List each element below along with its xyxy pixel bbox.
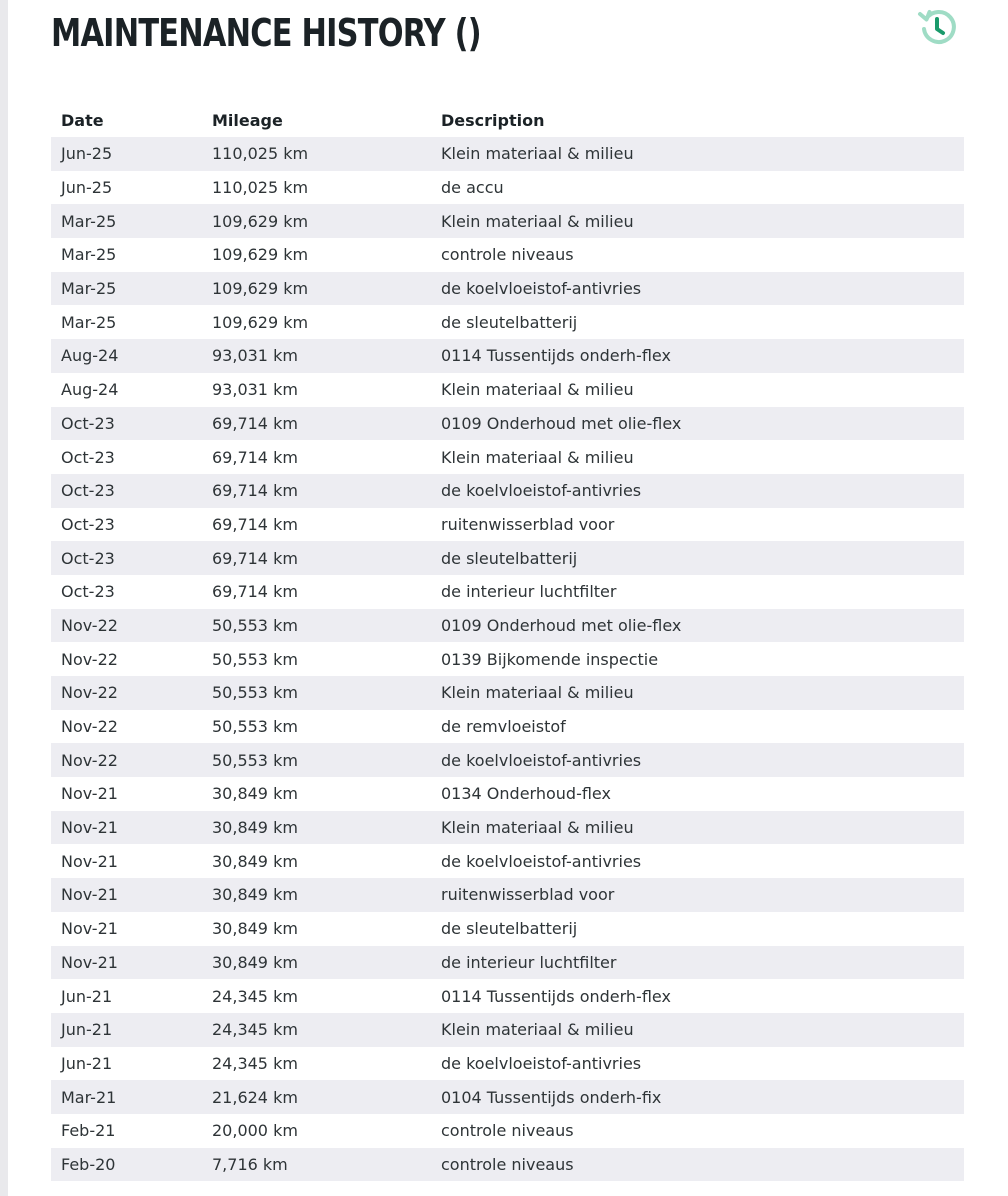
row-description-cell: 0114 Tussentijds onderh-flex (441, 986, 671, 1006)
history-clock-icon (914, 4, 960, 50)
table-row (51, 137, 964, 171)
table-row (51, 575, 964, 609)
row-description-cell: Klein materiaal & milieu (441, 1020, 634, 1040)
row-date-cell: Nov-22 (61, 683, 118, 703)
row-mileage-cell: 50,553 km (212, 750, 298, 770)
table-row (51, 676, 964, 710)
maintenance-table (51, 104, 964, 1181)
row-mileage-cell: 109,629 km (212, 279, 309, 299)
table-header-row (51, 104, 964, 137)
row-date-cell: Oct-23 (61, 548, 115, 568)
table-row (51, 844, 964, 878)
row-mileage-cell: 30,849 km (212, 818, 298, 838)
row-description-cell: de sleutelbatterij (441, 312, 578, 332)
page-title: MAINTENANCE HISTORY () (51, 11, 481, 55)
row-mileage-cell: 69,714 km (212, 582, 298, 602)
row-date-cell: Oct-23 (61, 582, 115, 602)
row-mileage-cell: 24,345 km (212, 986, 298, 1006)
row-date-cell: Aug-24 (61, 346, 119, 366)
maintenance-history-panel (8, 0, 1008, 1196)
row-mileage-cell: 50,553 km (212, 649, 298, 669)
row-description-cell: 0104 Tussentijds onderh-fix (441, 1087, 662, 1107)
table-row (51, 272, 964, 306)
row-date-cell: Oct-23 (61, 514, 115, 534)
row-date-cell: Oct-23 (61, 413, 115, 433)
row-date-cell: Nov-22 (61, 649, 118, 669)
row-date-cell: Nov-21 (61, 919, 118, 939)
row-mileage-cell: 69,714 km (212, 447, 298, 467)
row-mileage-cell: 109,629 km (212, 312, 309, 332)
row-mileage-cell: 30,849 km (212, 784, 298, 804)
row-description-cell: controle niveaus (441, 1121, 574, 1141)
table-row (51, 1114, 964, 1148)
row-mileage-cell: 21,624 km (212, 1087, 298, 1107)
table-row (51, 811, 964, 845)
row-date-cell: Nov-22 (61, 717, 118, 737)
row-date-cell: Nov-21 (61, 818, 118, 838)
table-row (51, 1047, 964, 1081)
table-row (51, 407, 964, 441)
row-date-cell: Jun-21 (61, 1053, 113, 1073)
row-mileage-cell: 20,000 km (212, 1121, 298, 1141)
row-date-cell: Nov-21 (61, 952, 118, 972)
row-description-cell: controle niveaus (441, 1154, 574, 1174)
table-row (51, 609, 964, 643)
table-row (51, 373, 964, 407)
row-description-cell: de koelvloeistof-antivries (441, 481, 642, 501)
table-row (51, 1080, 964, 1114)
row-mileage-cell: 109,629 km (212, 245, 309, 265)
row-description-cell: Klein materiaal & milieu (441, 818, 634, 838)
column-header-description: Description (441, 111, 545, 130)
row-mileage-cell: 7,716 km (212, 1154, 288, 1174)
table-row (51, 946, 964, 980)
row-description-cell: de sleutelbatterij (441, 548, 578, 568)
row-mileage-cell: 24,345 km (212, 1020, 298, 1040)
row-mileage-cell: 69,714 km (212, 413, 298, 433)
row-date-cell: Mar-21 (61, 1087, 117, 1107)
row-description-cell: de remvloeistof (441, 717, 566, 737)
column-header-mileage: Mileage (212, 111, 283, 130)
row-description-cell: Klein materiaal & milieu (441, 683, 634, 703)
table-row (51, 777, 964, 811)
table-row (51, 305, 964, 339)
row-description-cell: Klein materiaal & milieu (441, 211, 634, 231)
table-row (51, 979, 964, 1013)
row-mileage-cell: 30,849 km (212, 952, 298, 972)
row-mileage-cell: 24,345 km (212, 1053, 298, 1073)
row-date-cell: Mar-25 (61, 312, 117, 332)
row-mileage-cell: 30,849 km (212, 851, 298, 871)
row-description-cell: ruitenwisserblad voor (441, 514, 615, 534)
row-description-cell: 0114 Tussentijds onderh-flex (441, 346, 671, 366)
row-description-cell: 0139 Bijkomende inspectie (441, 649, 659, 669)
row-description-cell: 0134 Onderhoud-flex (441, 784, 611, 804)
row-description-cell: Klein materiaal & milieu (441, 144, 634, 164)
row-description-cell: de interieur luchtfilter (441, 952, 617, 972)
row-description-cell: 0109 Onderhoud met olie-flex (441, 413, 682, 433)
table-row (51, 238, 964, 272)
table-row (51, 339, 964, 373)
row-description-cell: de koelvloeistof-antivries (441, 851, 642, 871)
row-date-cell: Nov-22 (61, 750, 118, 770)
table-row (51, 743, 964, 777)
row-description-cell: controle niveaus (441, 245, 574, 265)
column-header-date: Date (61, 111, 104, 130)
row-date-cell: Mar-25 (61, 211, 117, 231)
row-mileage-cell: 50,553 km (212, 717, 298, 737)
row-date-cell: Nov-22 (61, 615, 118, 635)
table-row (51, 642, 964, 676)
row-mileage-cell: 69,714 km (212, 481, 298, 501)
row-description-cell: Klein materiaal & milieu (441, 447, 634, 467)
table-body (51, 137, 964, 1181)
row-mileage-cell: 50,553 km (212, 615, 298, 635)
row-mileage-cell: 93,031 km (212, 346, 298, 366)
table-row (51, 912, 964, 946)
table-row (51, 541, 964, 575)
row-description-cell: de sleutelbatterij (441, 919, 578, 939)
table-row (51, 204, 964, 238)
table-row (51, 171, 964, 205)
row-description-cell: de interieur luchtfilter (441, 582, 617, 602)
row-date-cell: Nov-21 (61, 784, 118, 804)
row-mileage-cell: 93,031 km (212, 380, 298, 400)
row-description-cell: de accu (441, 178, 504, 198)
row-date-cell: Jun-21 (61, 986, 113, 1006)
row-date-cell: Feb-20 (61, 1154, 116, 1174)
table-row (51, 1148, 964, 1182)
table-row (51, 508, 964, 542)
row-date-cell: Mar-25 (61, 245, 117, 265)
row-mileage-cell: 50,553 km (212, 683, 298, 703)
table-row (51, 878, 964, 912)
row-date-cell: Jun-25 (61, 144, 113, 164)
row-date-cell: Jun-25 (61, 178, 113, 198)
table-row (51, 710, 964, 744)
row-mileage-cell: 109,629 km (212, 211, 309, 231)
row-date-cell: Mar-25 (61, 279, 117, 299)
row-date-cell: Feb-21 (61, 1121, 116, 1141)
table-row (51, 474, 964, 508)
row-description-cell: de koelvloeistof-antivries (441, 279, 642, 299)
history-button[interactable] (914, 4, 960, 50)
row-mileage-cell: 30,849 km (212, 919, 298, 939)
row-date-cell: Aug-24 (61, 380, 119, 400)
row-description-cell: de koelvloeistof-antivries (441, 750, 642, 770)
row-date-cell: Oct-23 (61, 447, 115, 467)
table-row (51, 1013, 964, 1047)
table-row (51, 440, 964, 474)
row-date-cell: Nov-21 (61, 851, 118, 871)
row-mileage-cell: 69,714 km (212, 548, 298, 568)
row-mileage-cell: 110,025 km (212, 178, 309, 198)
row-date-cell: Jun-21 (61, 1020, 113, 1040)
row-description-cell: de koelvloeistof-antivries (441, 1053, 642, 1073)
row-description-cell: Klein materiaal & milieu (441, 380, 634, 400)
row-description-cell: 0109 Onderhoud met olie-flex (441, 615, 682, 635)
row-date-cell: Nov-21 (61, 885, 118, 905)
row-mileage-cell: 30,849 km (212, 885, 298, 905)
row-description-cell: ruitenwisserblad voor (441, 885, 615, 905)
row-date-cell: Oct-23 (61, 481, 115, 501)
row-mileage-cell: 69,714 km (212, 514, 298, 534)
row-mileage-cell: 110,025 km (212, 144, 309, 164)
